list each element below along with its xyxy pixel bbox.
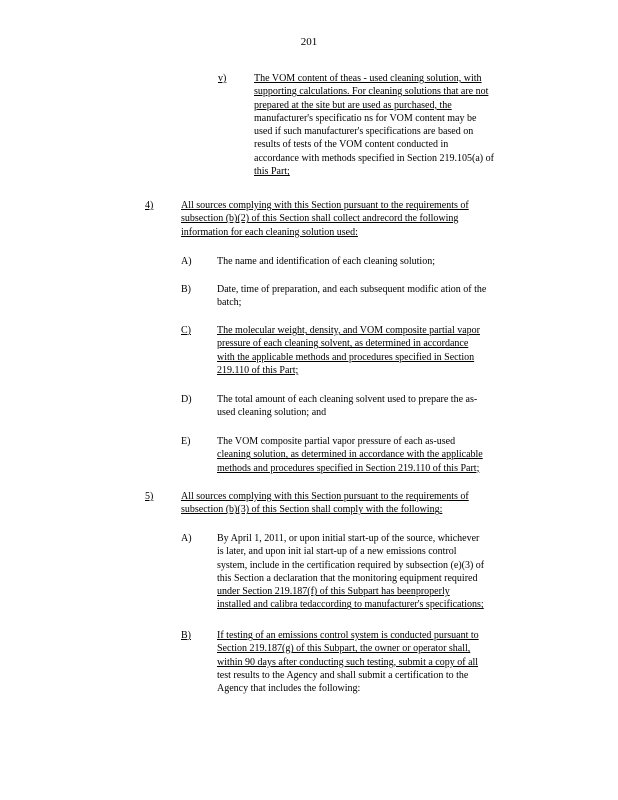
- item-label: 4): [145, 200, 154, 211]
- text-line: Agency that includes the following:: [217, 683, 361, 695]
- text-line: By April 1, 2011, or upon initial start-up of the source, whichever: [217, 533, 480, 544]
- item-label: A): [181, 256, 192, 267]
- text-line: pressure of each cleaning solvent, as determined in accordance: [217, 338, 469, 350]
- text-line: methods and procedures specified in Section 219.110 of this Part;: [217, 462, 480, 474]
- item-label: B): [181, 630, 191, 641]
- text-line: All sources complying with this Section pursuant to the requirements of: [181, 491, 469, 502]
- item-paragraph: [217, 324, 539, 377]
- text-line: subsection (b)(2) of this Section shall collect andrecord the following: [181, 213, 459, 225]
- text-line: Section 219.187(g) of this Subpart, the owner or operator shall,: [217, 643, 471, 655]
- item-paragraph: [217, 629, 539, 695]
- page-number: 201: [300, 36, 318, 48]
- text-line: this Section a declaration that the monitoring equipment required: [217, 572, 478, 584]
- item-label: 5): [145, 491, 154, 502]
- text-line: information for each cleaning solution used:: [181, 226, 358, 238]
- text-line: subsection (b)(3) of this Section shall comply with the following:: [181, 504, 443, 516]
- item-label: v): [218, 73, 227, 84]
- text-line: is later, and upon init ial start-up of a new emissions control: [217, 546, 457, 558]
- text-line: The name and identification of each cleaning solution;: [217, 256, 435, 267]
- item-label: B): [181, 284, 191, 295]
- text-line: results of tests of the VOM content conducted in: [254, 139, 449, 151]
- text-line: The molecular weight, density, and VOM composite partial vapor: [217, 325, 480, 336]
- text-line: manufacturer's specificatio ns for VOM content may be: [254, 112, 477, 124]
- text-line: 219.110 of this Part;: [217, 364, 299, 376]
- text-line: with the applicable methods and procedures specified in Section: [217, 351, 475, 363]
- item-paragraph: [217, 283, 539, 310]
- item-label: A): [181, 533, 192, 544]
- text-line: Date, time of preparation, and each subsequent modific ation of the: [217, 284, 487, 295]
- item-label: C): [181, 325, 191, 336]
- text-line: test results to the Agency and shall submit a certification to the: [217, 669, 469, 681]
- text-line: this Part;: [254, 166, 290, 178]
- text-line: batch;: [217, 297, 242, 309]
- item-paragraph: [254, 72, 544, 178]
- text-line: prepared at the site but are used as purchased, the: [254, 99, 452, 111]
- item-paragraph: [217, 435, 539, 475]
- item-paragraph: [181, 490, 541, 517]
- text-line: supporting calculations. For cleaning solutions that are not: [254, 86, 489, 98]
- item-paragraph: [217, 532, 539, 612]
- text-line: system, include in the certification required by subsection (e)(3) of: [217, 559, 485, 571]
- item-paragraph: [217, 393, 539, 420]
- text-line: All sources complying with this Section pursuant to the requirements of: [181, 200, 469, 211]
- text-line: cleaning solution, as determined in accordance with the applicable: [217, 449, 483, 461]
- item-label: E): [181, 436, 191, 447]
- text-line: accordance with methods specified in Section 219.105(a) of: [254, 152, 494, 164]
- item-label: D): [181, 394, 192, 405]
- text-line: If testing of an emissions control system is conducted pursuant to: [217, 630, 479, 641]
- text-line: used cleaning solution; and: [217, 407, 327, 419]
- text-line: under Section 219.187(f) of this Subpart has beenproperly: [217, 586, 450, 598]
- text-line: within 90 days after conducting such testing, submit a copy of all: [217, 656, 479, 668]
- text-line: The VOM composite partial vapor pressure of each as-used: [217, 436, 456, 447]
- item-paragraph: [181, 199, 541, 239]
- text-line: installed and calibra tedaccording to manufacturer's specifications;: [217, 599, 484, 611]
- item-paragraph: [217, 255, 539, 268]
- text-line: The total amount of each cleaning solvent used to prepare the as-: [217, 394, 478, 405]
- text-line: The VOM content of theas - used cleaning solution, with: [254, 73, 482, 84]
- text-line: used if such manufacturer's specifications are based on: [254, 126, 474, 138]
